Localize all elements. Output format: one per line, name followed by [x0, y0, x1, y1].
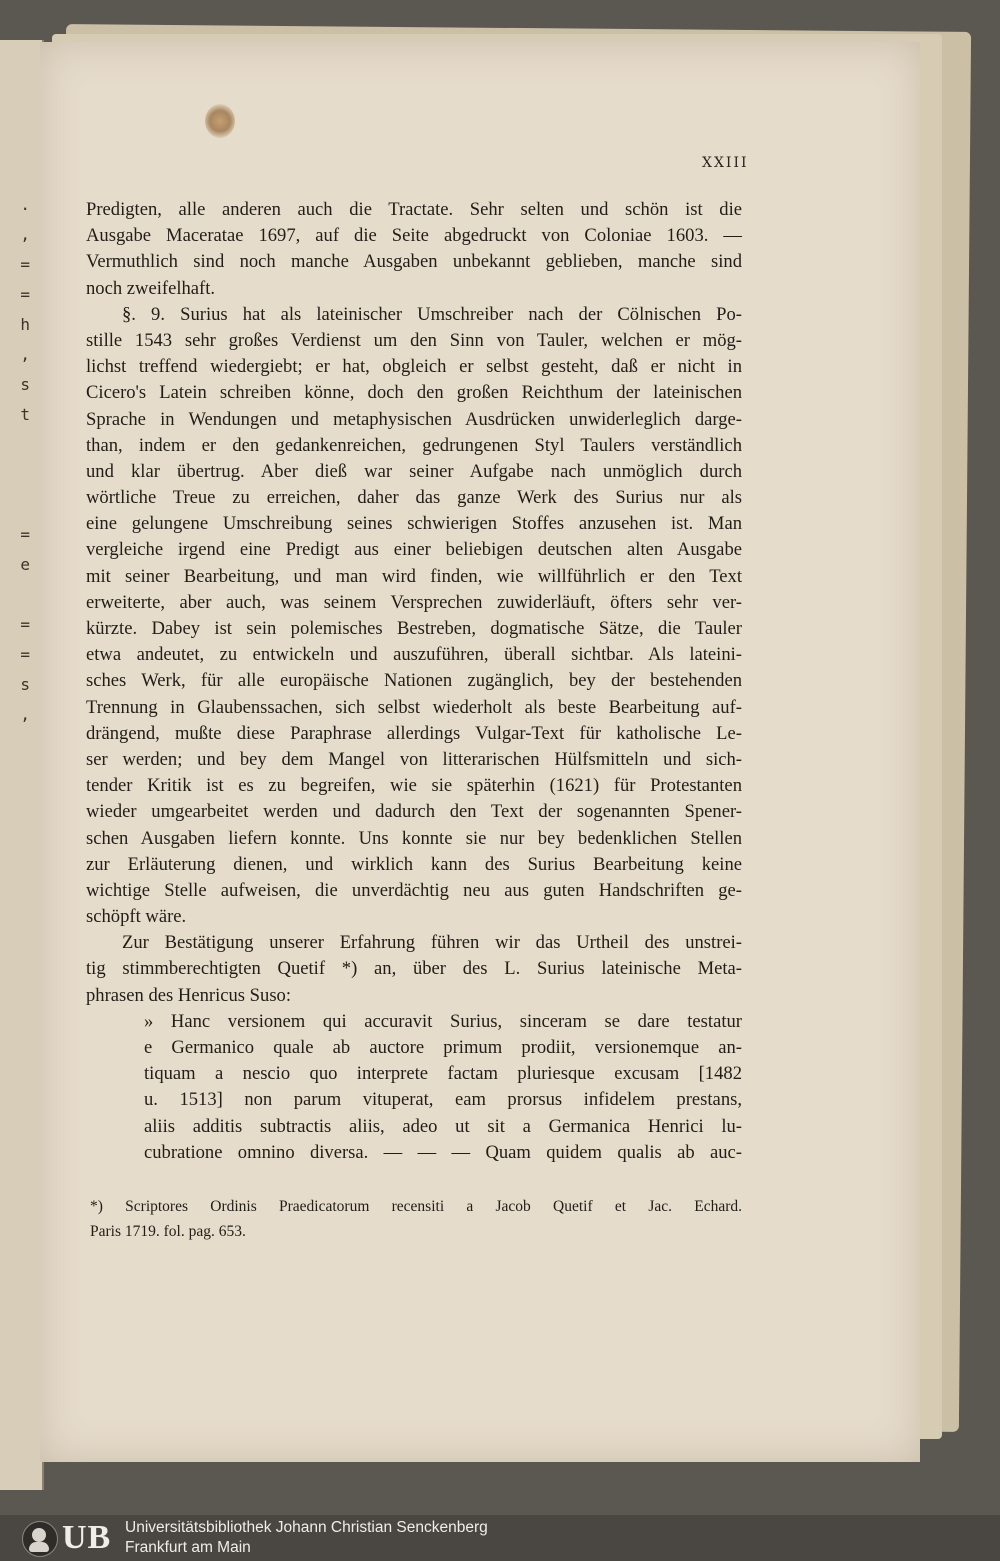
- text-line: tiquam a nescio quo interprete factam pluriesque excusam [1482: [144, 1063, 742, 1085]
- previous-page-mark: [0, 730, 30, 760]
- text-line: Zur Bestätigung unserer Erfahrung führen wir das Urtheil des unstrei-: [122, 932, 742, 954]
- previous-page-mark: s: [20, 375, 30, 394]
- text-line: than, indem er den gedankenreichen, gedrungenen Styl Taulers verständlich: [86, 434, 742, 456]
- text-line: tender Kritik ist es zu begreifen, wie sie späterhin (1621) für Protestanten: [86, 775, 742, 797]
- text-line: e Germanico quale ab auctore primum prodiit, versionemque an-: [144, 1037, 742, 1058]
- text-line: cubratione omnino diversa. — — — Quam quidem qualis ab auc-: [144, 1141, 742, 1163]
- ub-logo: UB: [62, 1519, 112, 1556]
- library-name: [125, 1518, 488, 1558]
- text-line: §. 9. Surius hat als lateinischer Umschreiber nach der Cölnischen Po-: [122, 303, 742, 325]
- previous-page-mark: =: [20, 645, 30, 664]
- text-line: noch zweifelhaft.: [86, 277, 216, 299]
- text-line: ser werden; und bey dem Mangel von litterarischen Hülfsmitteln und sich-: [86, 748, 742, 770]
- body-text: [86, 197, 742, 1166]
- text-line: drängend, mußte diese Paraphrase allerdings Vulgar-Text für katholische Le-: [86, 722, 742, 744]
- text-line: kürzte. Dabey ist sein polemisches Bestreben, dogmatische Sätze, die Tauler: [86, 618, 742, 639]
- library-footer: [0, 1515, 1000, 1561]
- text-line: Predigten, alle anderen auch die Tractate. Sehr selten und schön ist die: [86, 199, 742, 220]
- text-line: wichtige Stelle aufweisen, die unverdächtig neu aus guten Handschriften ge-: [86, 879, 742, 901]
- text-line: und klar übertrug. Aber dieß war seiner Aufgabe nach unmöglich durch: [86, 460, 742, 482]
- text-line: stille 1543 sehr großes Verdienst um den Sinn von Tauler, welchen er mög-: [86, 329, 742, 351]
- previous-page-mark: e: [20, 555, 30, 574]
- senckenberg-portrait-icon: [22, 1521, 58, 1557]
- previous-page-marks: [0, 190, 30, 760]
- previous-page-mark: [0, 490, 30, 520]
- text-line: schöpft wäre.: [86, 906, 187, 928]
- previous-page-mark: [0, 430, 30, 460]
- library-name-line2: Frankfurt am Main: [125, 1539, 251, 1556]
- previous-page-mark: =: [20, 255, 30, 274]
- text-line: wörtliche Treue zu erreichen, daher das ganze Werk des Surius nur als: [86, 487, 742, 509]
- text-line: etwa andeutet, zu entwickeln und auszuführen, überall sichtbar. Als lateini-: [86, 644, 742, 666]
- page-number: XXIII: [702, 155, 749, 171]
- text-line: Cicero's Latein schreiben könne, doch den großen Reichthum der lateinischen: [86, 382, 742, 404]
- previous-page-mark: .: [20, 195, 30, 214]
- footnote-line: *) Scriptores Ordinis Praedicatorum recensiti a Jacob Quetif et Jac. Echard.: [90, 1198, 742, 1215]
- text-line: eine gelungene Umschreibung seines schwierigen Stoffes anzusehen ist. Man: [86, 513, 742, 535]
- previous-page-mark: s: [20, 675, 30, 694]
- text-line: tig stimmberechtigten Quetif *) an, über des L. Surius lateinische Meta-: [86, 958, 742, 980]
- text-line: schen Ausgaben liefern konnte. Uns konnte sie nur bey bedenklichen Stellen: [86, 827, 742, 849]
- text-line: Sprache in Wendungen und metaphysischen Ausdrücken unwiderleglich darge-: [86, 408, 742, 430]
- text-line: Trennung in Glaubenssachen, sich selbst wiederholt als beste Bearbeitung auf-: [86, 696, 742, 718]
- text-line: phrasen des Henricus Suso:: [86, 984, 292, 1006]
- previous-page-mark: [0, 460, 30, 490]
- previous-page-mark: h: [20, 315, 30, 334]
- previous-page-mark: t: [20, 405, 30, 424]
- text-line: aliis additis subtractis aliis, adeo ut sit a Germanica Henrici lu-: [144, 1115, 742, 1137]
- text-line: wieder umgearbeitet werden und dadurch den Text der sogenannten Spener-: [86, 801, 742, 823]
- previous-page-mark: ,: [20, 225, 30, 244]
- text-line: erweiterte, aber auch, was seinem Versprechen zuwiderläuft, öfters sehr ver-: [86, 591, 742, 613]
- text-line: Ausgabe Maceratae 1697, auf die Seite abgedruckt von Coloniae 1603. —: [86, 225, 742, 247]
- previous-page-mark: =: [20, 615, 30, 634]
- page-stain: [205, 104, 235, 138]
- text-line: Vermuthlich sind noch manche Ausgaben unbekannt geblieben, manche sind: [86, 251, 742, 273]
- text-line: u. 1513] non parum vituperat, eam prorsus infidelem prestans,: [144, 1089, 742, 1111]
- text-line: sches Werk, für alle europäische Nationen zugänglich, bey der bestehenden: [86, 670, 742, 692]
- previous-page-mark: =: [20, 285, 30, 304]
- previous-page-mark: ,: [20, 345, 30, 364]
- library-name-line1: Universitätsbibliothek Johann Christian Senckenberg: [125, 1519, 488, 1536]
- previous-page-mark: [0, 580, 30, 610]
- previous-page-mark: =: [20, 525, 30, 544]
- text-line: lichst treffend wiedergiebt; er hat, obgleich er selbst gesteht, daß er nicht in: [86, 356, 742, 378]
- footnote: [90, 1194, 742, 1244]
- text-line: zur Erläuterung dienen, und wirklich kann des Surius Bearbeitung keine: [86, 853, 742, 875]
- previous-page-mark: ,: [20, 705, 30, 724]
- footnote-line: Paris 1719. fol. pag. 653.: [90, 1223, 246, 1240]
- text-line: mit seiner Bearbeitung, und man wird finden, wie willführlich er den Text: [86, 565, 742, 587]
- text-line: » Hanc versionem qui accuravit Surius, sinceram se dare testatur: [144, 1010, 742, 1032]
- text-line: vergleiche irgend eine Predigt aus einer beliebigen deutschen alten Ausgabe: [86, 539, 742, 561]
